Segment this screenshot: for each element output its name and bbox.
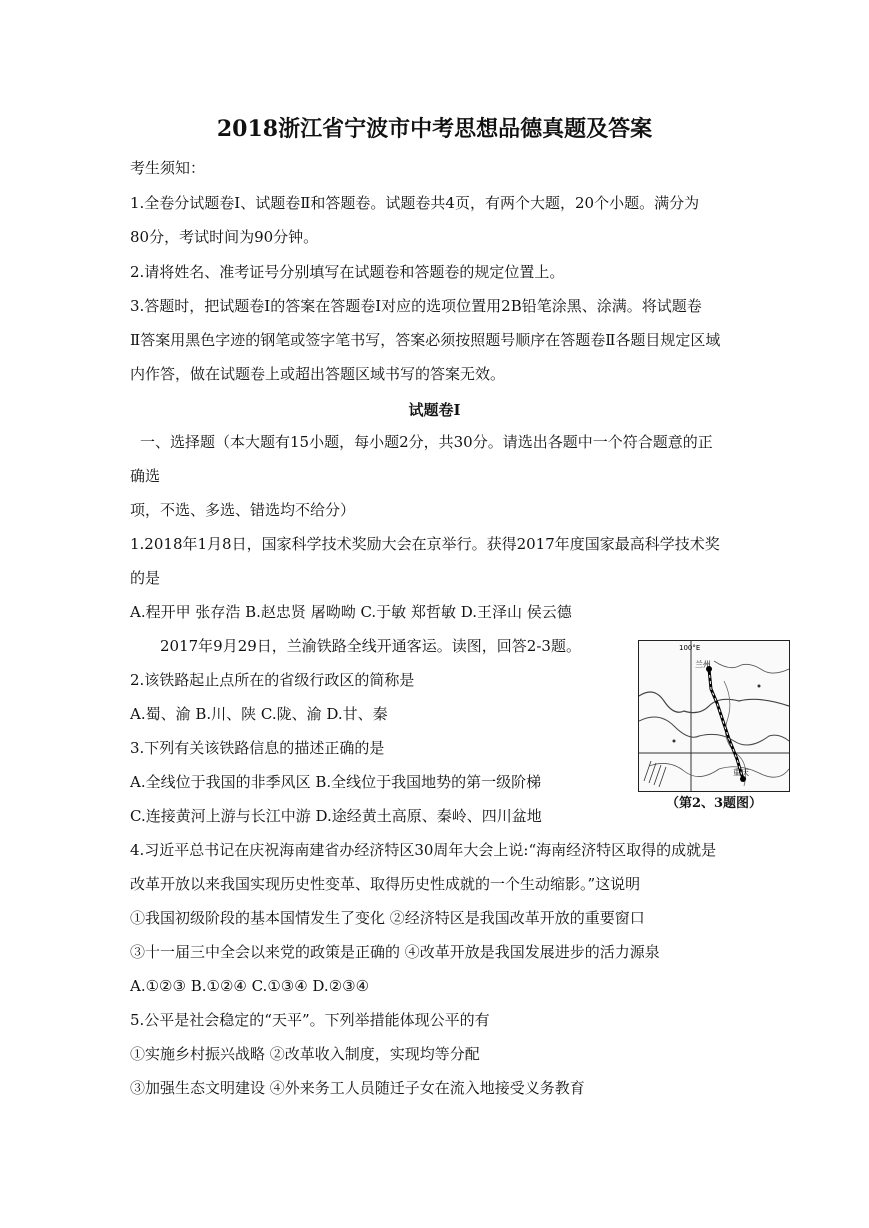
answer-options: C.连接黄河上游与长江中游 D.途经黄土高原、秦岭、四川盆地 <box>130 807 542 825</box>
city-label-bottom: 重庆 <box>733 768 749 777</box>
question-line: 改革开放以来我国实现历史性变革、取得历史性成就的一个生动缩影。”这说明 <box>130 875 641 893</box>
answer-options: A.蜀、渝 B.川、陕 C.陇、渝 D.甘、秦 <box>130 705 388 723</box>
notice-line: 2.请将姓名、准考证号分别填写在试题卷和答题卷的规定位置上。 <box>130 263 565 281</box>
notice-line: 1.全卷分试题卷Ⅰ、试题卷Ⅱ和答题卷。试题卷共4页，有两个大题，20个小题。满分为 <box>130 194 700 212</box>
map-drawing <box>639 641 789 791</box>
city-label-top: 兰州 <box>695 660 711 669</box>
question-line: 1.2018年1月8日，国家科学技术奖励大会在京举行。获得2017年度国家最高科学技术奖 <box>130 535 720 553</box>
railway-map <box>638 640 790 792</box>
notice-line: 3.答题时，把试题卷Ⅰ的答案在答题卷Ⅰ对应的选项位置用2B铅笔涂黑、涂满。将试题卷 <box>130 297 702 315</box>
section-title: 试题卷Ⅰ <box>408 401 461 419</box>
question-context: 2017年9月29日，兰渝铁路全线开通客运。读图，回答2-3题。 <box>160 637 581 655</box>
section-intro: 项，不选、多选、错选均不给分） <box>130 501 356 519</box>
page-title: 2018浙江省宁波市中考思想品德真题及答案 <box>216 116 653 142</box>
notice-line: 80分，考试时间为90分钟。 <box>130 228 319 246</box>
notice-heading: 考生须知： <box>130 159 206 177</box>
question-line: 2.该铁路起止点所在的省级行政区的简称是 <box>130 671 415 689</box>
question-line: 4.习近平总书记在庆祝海南建省办经济特区30周年大会上说:“海南经济特区取得的成就是 <box>130 841 717 859</box>
statement-line: ③十一届三中全会以来党的政策是正确的 ④改革开放是我国发展进步的活力源泉 <box>130 943 660 961</box>
map-caption: （第2、3题图） <box>665 796 763 811</box>
question-line: 3.下列有关该铁路信息的描述正确的是 <box>130 739 385 757</box>
section-intro: 一、选择题（本大题有15小题，每小题2分，共30分。请选出各题中一个符合题意的正 <box>140 433 713 451</box>
question-line: 5.公平是社会稳定的“天平”。下列举措能体现公平的有 <box>130 1011 490 1029</box>
notice-line: Ⅱ答案用黑色字迹的钢笔或签字笔书写，答案必须按照题号顺序在答题卷Ⅱ各题目规定区域 <box>130 331 721 349</box>
answer-options: A.①②③ B.①②④ C.①③④ D.②③④ <box>130 977 370 995</box>
answer-options: A.全线位于我国的非季风区 B.全线位于我国地势的第一级阶梯 <box>130 773 542 791</box>
statement-line: ①实施乡村振兴战略 ②改革收入制度，实现均等分配 <box>130 1045 480 1063</box>
question-line: 的是 <box>130 569 161 587</box>
section-intro: 确选 <box>130 467 161 485</box>
longitude-label: 100°E <box>679 644 701 652</box>
statement-line: ③加强生态文明建设 ④外来务工人员随迁子女在流入地接受义务教育 <box>130 1079 585 1097</box>
notice-line: 内作答，做在试题卷上或超出答题区域书写的答案无效。 <box>130 365 506 383</box>
statement-line: ①我国初级阶段的基本国情发生了变化 ②经济特区是我国改革开放的重要窗口 <box>130 909 645 927</box>
answer-options: A.程开甲 张存浩 B.赵忠贤 屠呦呦 C.于敏 郑哲敏 D.王泽山 侯云德 <box>130 603 572 621</box>
